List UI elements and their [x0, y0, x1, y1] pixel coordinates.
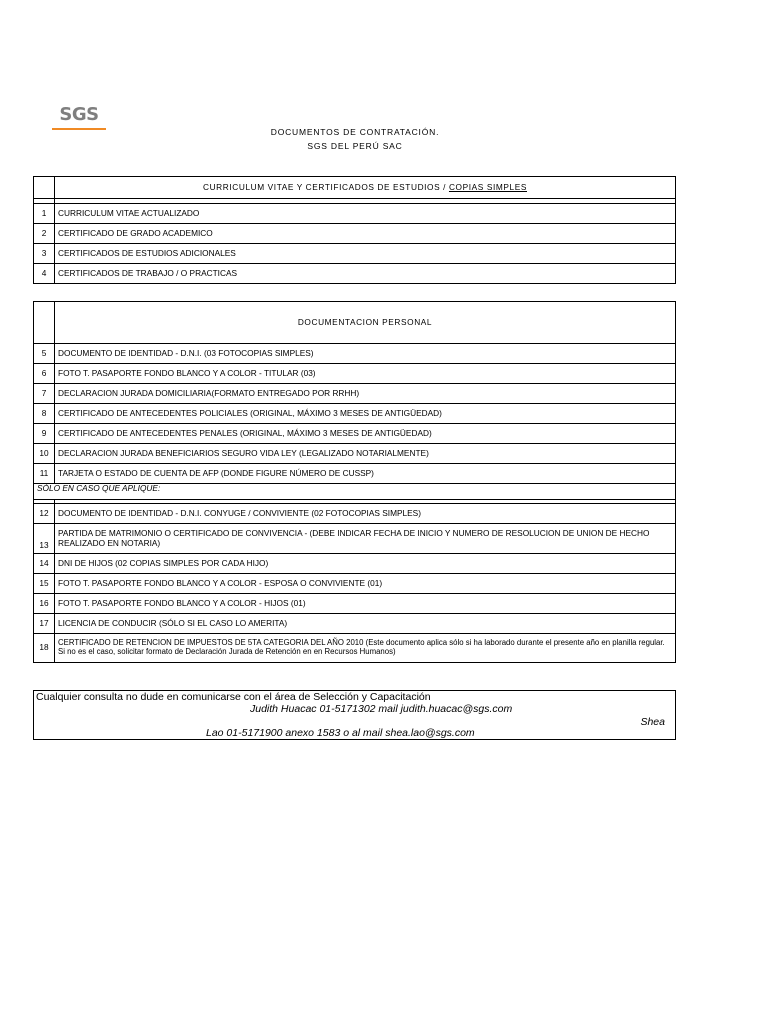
- row-text: CERTIFICADO DE ANTECEDENTES POLICIALES (ORIGINAL, MÁXIMO 3 MESES DE ANTIGÜEDAD): [55, 404, 676, 424]
- row-number: 9: [34, 424, 55, 444]
- row-text: CERTIFICADO DE ANTECEDENTES PENALES (ORIGINAL, MÁXIMO 3 MESES DE ANTIGÜEDAD): [55, 424, 676, 444]
- row-number: 16: [34, 594, 55, 614]
- section-header-cv: [55, 177, 676, 199]
- table-row: [34, 464, 676, 484]
- table-row: [34, 204, 676, 224]
- row-text: DECLARACION JURADA DOMICILIARIA(FORMATO ENTREGADO POR RRHH): [55, 384, 676, 404]
- table-row: [34, 484, 676, 500]
- header-number-cell: [34, 177, 55, 199]
- row-number: 2: [34, 224, 55, 244]
- row-number: 8: [34, 404, 55, 424]
- table-row: [34, 244, 676, 264]
- row-number: 18: [34, 634, 55, 663]
- contact-intro: Cualquier consulta no dude en comunicarse con el área de Selección y Capacitación: [36, 691, 431, 703]
- row-text: DOCUMENTO DE IDENTIDAD - D.N.I. (03 FOTOCOPIAS SIMPLES): [55, 344, 676, 364]
- section-header-personal: DOCUMENTACION PERSONAL: [55, 302, 676, 344]
- row-text: PARTIDA DE MATRIMONIO O CERTIFICADO DE CONVIVENCIA - (DEBE INDICAR FECHA DE INICIO Y NUMERO DE RESOLUCION DE UNION DE HECHO REALIZADO EN NOTARIA): [55, 524, 676, 554]
- table-row: [34, 634, 676, 663]
- row-text: LICENCIA DE CONDUCIR (SÓLO SI EL CASO LO AMERITA): [55, 614, 676, 634]
- table-row: [34, 444, 676, 464]
- row-number: 12: [34, 504, 55, 524]
- header-number-cell: [34, 302, 55, 344]
- contact-shea-details: Lao 01-5171900 anexo 1583 o al mail shea.lao@sgs.com: [206, 727, 475, 739]
- row-text: CERTIFICADO DE GRADO ACADEMICO: [55, 224, 676, 244]
- row-number: 14: [34, 554, 55, 574]
- row-text: CERTIFICADOS DE ESTUDIOS ADICIONALES: [55, 244, 676, 264]
- table-row: [34, 384, 676, 404]
- row-text: CERTIFICADO DE RETENCION DE IMPUESTOS DE 5TA CATEGORIA DEL AÑO 2010 (Este documento aplica sólo si ha laborado durante el presente año en planilla regular. Si no es el caso, solicitar formato de Declaración Jurada de Retención en en Recursos Humanos): [55, 634, 676, 663]
- conditional-note: SÓLO EN CASO QUE APLIQUE:: [34, 484, 676, 500]
- personal-documents-table: [33, 301, 676, 663]
- row-number: 17: [34, 614, 55, 634]
- table-row: [34, 594, 676, 614]
- row-number: 1: [34, 204, 55, 224]
- table-row: [34, 404, 676, 424]
- row-text: CURRICULUM VITAE ACTUALIZADO: [55, 204, 676, 224]
- row-text: FOTO T. PASAPORTE FONDO BLANCO Y A COLOR - ESPOSA O CONVIVIENTE (01): [55, 574, 676, 594]
- cv-certificates-table: [33, 176, 676, 284]
- row-number: 3: [34, 244, 55, 264]
- contact-box: [33, 690, 676, 740]
- document-title: DOCUMENTOS DE CONTRATACIÓN.: [270, 127, 440, 137]
- company-name: SGS DEL PERÚ SAC: [307, 141, 403, 151]
- table-row: [34, 264, 676, 284]
- contact-shea-first-name: Shea: [640, 716, 665, 728]
- row-text: DOCUMENTO DE IDENTIDAD - D.N.I. CONYUGE / CONVIVIENTE (02 FOTOCOPIAS SIMPLES): [55, 504, 676, 524]
- logo-text: SGS: [59, 104, 99, 125]
- contact-judith: Judith Huacac 01-5171302 mail judith.huacac@sgs.com: [250, 703, 513, 715]
- row-text: DECLARACION JURADA BENEFICIARIOS SEGURO VIDA LEY (LEGALIZADO NOTARIALMENTE): [55, 444, 676, 464]
- section-header-underlined: COPIAS SIMPLES: [448, 181, 527, 192]
- row-text: DNI DE HIJOS (02 COPIAS SIMPLES POR CADA HIJO): [55, 554, 676, 574]
- row-text: FOTO T. PASAPORTE FONDO BLANCO Y A COLOR - TITULAR (03): [55, 364, 676, 384]
- row-number: 5: [34, 344, 55, 364]
- row-number: 4: [34, 264, 55, 284]
- row-number: 6: [34, 364, 55, 384]
- row-number: 15: [34, 574, 55, 594]
- row-text: FOTO T. PASAPORTE FONDO BLANCO Y A COLOR - HIJOS (01): [55, 594, 676, 614]
- table-row: [34, 554, 676, 574]
- section-header-prefix: CURRICULUM VITAE Y CERTIFICADOS DE ESTUDIOS /: [203, 181, 449, 192]
- row-text: TARJETA O ESTADO DE CUENTA DE AFP (DONDE FIGURE NÚMERO DE CUSSP): [55, 464, 676, 484]
- table-row: [34, 504, 676, 524]
- table-row: [34, 574, 676, 594]
- row-number: 7: [34, 384, 55, 404]
- table-row: [34, 424, 676, 444]
- table-row: [34, 364, 676, 384]
- row-number: 13: [34, 524, 55, 554]
- table-row: [34, 614, 676, 634]
- row-number: 10: [34, 444, 55, 464]
- table-row: [34, 524, 676, 554]
- table-row: [34, 224, 676, 244]
- row-number: 11: [34, 464, 55, 484]
- row-text: CERTIFICADOS DE TRABAJO / O PRACTICAS: [55, 264, 676, 284]
- table-row: [34, 344, 676, 364]
